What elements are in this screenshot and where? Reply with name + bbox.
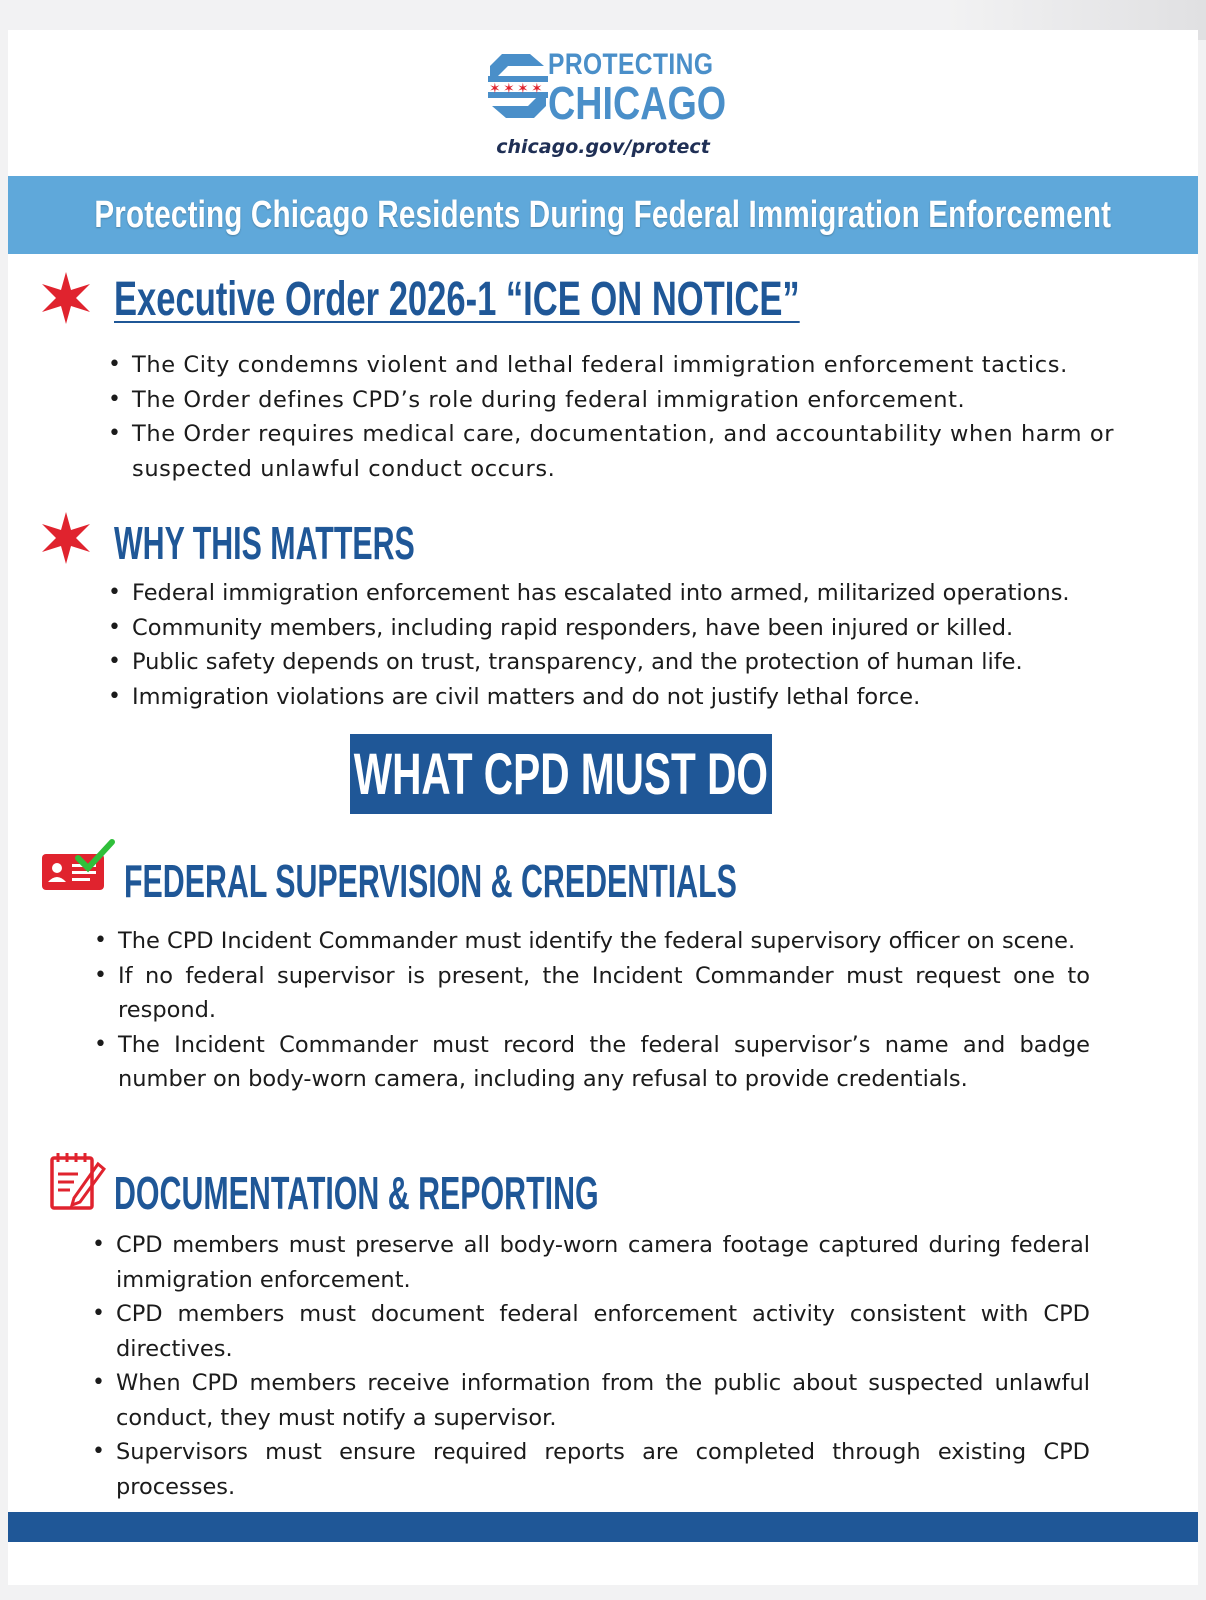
logo-line2: CHICAGO <box>548 77 727 129</box>
id-card-check-icon <box>40 838 118 896</box>
logo-line1: PROTECTING <box>548 48 714 81</box>
list-item: • The CPD Incident Commander must identify the federal supervisory officer on scene. <box>94 924 1090 959</box>
list-item: • The Order requires medical care, documentation, and accountability when harm or suspected unlawful conduct occurs. <box>108 417 1128 486</box>
list-item: • Supervisors must ensure required reports are completed through existing CPD processes. <box>92 1435 1090 1504</box>
star-icon <box>38 510 94 566</box>
notepad-pencil-icon <box>48 1150 106 1212</box>
executive-order-title: Executive Order 2026-1 “ICE ON NOTICE” <box>114 272 800 326</box>
svg-text:✶: ✶ <box>489 81 501 97</box>
list-item: • Public safety depends on trust, transparency, and the protection of human life. <box>108 645 1128 680</box>
federal-supervision-heading <box>124 856 1053 906</box>
list-item: • Federal immigration enforcement has escalated into armed, militarized operations. <box>108 576 1128 611</box>
list-item: • CPD members must preserve all body-worn camera footage captured during federal immigration enforcement. <box>92 1228 1090 1297</box>
list-item: • Community members, including rapid responders, have been injured or killed. <box>108 611 1128 646</box>
protecting-chicago-logo <box>489 48 727 130</box>
why-matters-list <box>108 576 1128 714</box>
svg-text:✶: ✶ <box>503 81 515 97</box>
why-matters-heading <box>114 518 570 568</box>
list-item: • The City condemns violent and lethal federal immigration enforcement tactics. <box>108 348 1128 383</box>
list-item: • If no federal supervisor is present, the Incident Commander must request one to respond. <box>94 959 1090 1028</box>
list-item: • CPD members must document federal enforcement activity consistent with CPD directives. <box>92 1297 1090 1366</box>
site-url[interactable]: chicago.gov/protect <box>496 136 710 158</box>
documentation-title: DOCUMENTATION & REPORTING <box>114 1167 599 1219</box>
list-item: • The Order defines CPD’s role during federal immigration enforcement. <box>108 383 1128 418</box>
documentation-heading <box>114 1168 848 1218</box>
why-matters-title: WHY THIS MATTERS <box>114 517 415 569</box>
list-item: • When CPD members receive information from the public about suspected unlawful conduct, they must notify a supervisor. <box>92 1366 1090 1435</box>
cpd-must-do-box <box>350 734 772 814</box>
title-banner <box>8 176 1198 254</box>
chicago-hands-logo-icon <box>488 50 548 122</box>
executive-order-list <box>108 348 1128 486</box>
svg-text:✶: ✶ <box>531 81 543 97</box>
federal-supervision-title: FEDERAL SUPERVISION & CREDENTIALS <box>124 855 737 907</box>
documentation-list <box>92 1228 1090 1504</box>
federal-supervision-list <box>94 924 1090 1097</box>
list-item: • The Incident Commander must record the federal supervisor’s name and badge number on body-worn camera, including any refusal to provide credentials. <box>94 1028 1090 1097</box>
list-item: • Immigration violations are civil matters and do not justify lethal force. <box>108 680 1128 715</box>
cpd-must-do-label: WHAT CPD MUST DO <box>353 741 769 807</box>
svg-text:✶: ✶ <box>517 81 529 97</box>
banner-title: Protecting Chicago Residents During Federal Immigration Enforcement <box>94 193 1112 236</box>
executive-order-heading <box>114 274 1066 324</box>
star-icon <box>38 270 94 326</box>
footer-bar <box>8 1512 1198 1542</box>
flyer-page <box>8 30 1198 1585</box>
